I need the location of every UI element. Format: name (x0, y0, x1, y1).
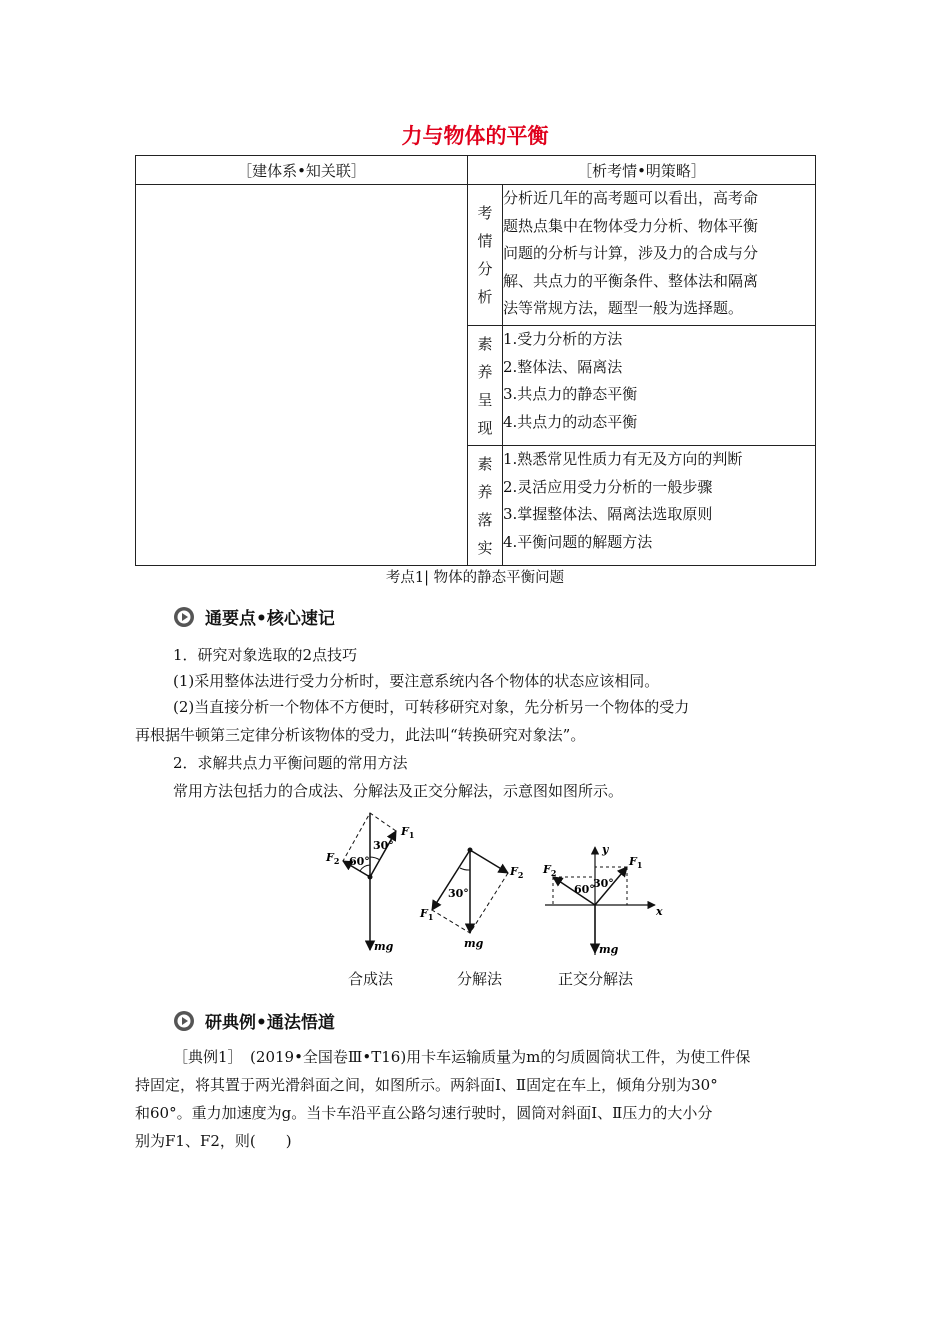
section-heading-examples (173, 1008, 335, 1033)
f1-arrow (370, 831, 396, 877)
right-header: ［析考情•明策略］ (468, 156, 816, 185)
paragraph: 常用方法包括力的合成法、分解法及正交分解法，示意图如图所示。 (173, 782, 624, 800)
literacy-implementation-list: 1.熟悉常见性质力有无及方向的判断 2.灵活应用受力分析的一般步骤 3.掌握整体法、隔离法选取原则 4.平衡问题的解题方法 (503, 446, 816, 566)
f2-label: $F_2$ (510, 865, 524, 880)
example-line: 别为F1、F2，则( ) (135, 1132, 292, 1150)
figure-orthogonal (542, 843, 663, 956)
paragraph: (1)采用整体法进行受力分析时，要注意系统内各个物体的状态应该相同。 (173, 672, 660, 690)
f2-label: $F_2$ (543, 863, 557, 878)
f1-label: $F_1$ (401, 825, 415, 840)
section-title: 通要点•核心速记 (205, 609, 335, 629)
paragraph: 再根据牛顿第三定律分析该物体的受力，此法叫“转换研究对象法”。 (135, 726, 586, 744)
exam-analysis-text: 分析近几年的高考题可以看出，高考命 题热点集中在物体受力分析、物体平衡 问题的分析与计算，涉及力的合成与分 解、共点力的平衡条件、整体法和隔离 法等常规方法，题型一般为选择题。 (503, 185, 816, 326)
f2-label: $F_2$ (326, 851, 340, 866)
section-heading-key-points (173, 604, 335, 629)
section-title: 研典例•通法悟道 (205, 1013, 335, 1033)
row-label-literacy-implementation: 素 养 落 实 (468, 446, 503, 566)
figure-decomposition (419, 848, 523, 951)
paragraph: 2．求解共点力平衡问题的常用方法 (173, 754, 408, 772)
row-label-literacy-presentation: 素 养 呈 现 (468, 326, 503, 446)
f1-label: $F_1$ (629, 855, 643, 870)
x-label: x (656, 905, 663, 918)
y-label: y (602, 843, 609, 856)
caption-decomposition: 分解法 (457, 970, 503, 988)
page-title: 力与物体的平衡 (401, 124, 549, 148)
overview-table (135, 155, 816, 566)
angle-30-label: 30° (448, 887, 469, 900)
angle-30-label: 30° (593, 877, 614, 890)
example-line: 持固定，将其置于两光滑斜面之间，如图所示。两斜面Ⅰ、Ⅱ固定在车上，倾角分别为30° (135, 1076, 718, 1094)
concept-map-area (136, 185, 468, 566)
mg-label: mg (374, 940, 394, 953)
paragraph: 1．研究对象选取的2点技巧 (173, 646, 358, 664)
mg-label: mg (599, 943, 619, 956)
figure-composition (325, 813, 414, 953)
example-line: 和60°。重力加速度为g。当卡车沿平直公路匀速行驶时，圆筒对斜面Ⅰ、Ⅱ压力的大小分 (135, 1104, 713, 1122)
f2-arrow (470, 850, 508, 873)
mg-label: mg (464, 937, 484, 950)
play-badge-icon (173, 606, 195, 628)
f1-arrow (432, 850, 470, 910)
paragraph: (2)当直接分析一个物体不方便时，可转移研究对象，先分析另一个物体的受力 (173, 698, 690, 716)
topic-heading: 考点1| 物体的静态平衡问题 (385, 570, 565, 586)
angle-30-label: 30° (373, 839, 394, 852)
caption-composition: 合成法 (348, 970, 394, 988)
angle-60-label: 60° (349, 855, 370, 868)
caption-orthogonal: 正交分解法 (558, 970, 634, 988)
force-diagrams (300, 805, 680, 965)
play-badge-icon (173, 1010, 195, 1032)
example-line: ［典例1］ (2019•全国卷Ⅲ•T16)用卡车运输质量为m的匀质圆筒状工件，为使工件保 (173, 1048, 751, 1066)
left-header: ［建体系•知关联］ (136, 156, 468, 185)
literacy-presentation-list: 1.受力分析的方法 2.整体法、隔离法 3.共点力的静态平衡 4.共点力的动态平衡 (503, 326, 816, 446)
row-label-exam-analysis: 考 情 分 析 (468, 185, 503, 326)
angle-60-label: 60° (574, 883, 595, 896)
f1-label: $F_1$ (420, 907, 434, 922)
